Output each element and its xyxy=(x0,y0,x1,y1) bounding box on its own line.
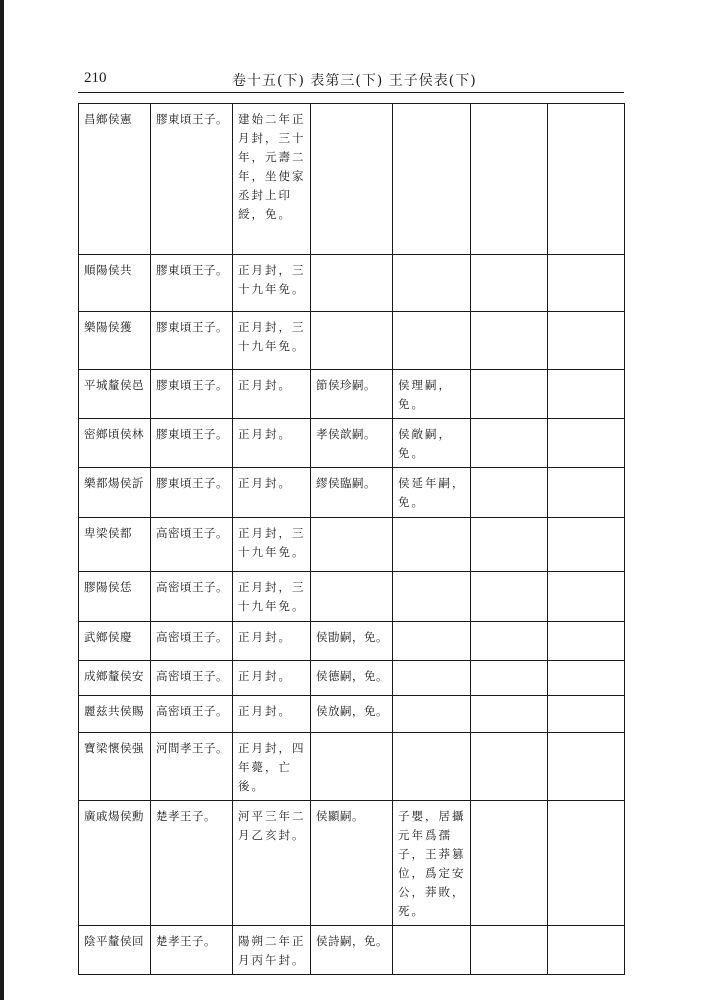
grandheir-cell xyxy=(393,622,471,661)
table-row xyxy=(79,696,625,733)
grandheir-cell xyxy=(393,104,471,255)
heir-text: 孝侯歆嗣。 xyxy=(316,427,376,441)
grandheir-cell xyxy=(393,468,471,518)
empty-cell xyxy=(471,733,548,801)
marquis-name: 樂陽侯獲 xyxy=(84,320,132,334)
grandheir-text: 侯理嗣，免。 xyxy=(398,378,452,411)
lineage-cell xyxy=(151,419,233,468)
heir-text: 侯勖嗣，免。 xyxy=(316,630,388,644)
enfeoffment-text: 正月封。 xyxy=(238,669,292,683)
heir-text: 繆侯臨嗣。 xyxy=(316,476,376,490)
enfeoffment-text: 正月封。 xyxy=(238,427,292,441)
marquis-name: 密鄉頃侯林 xyxy=(84,427,144,441)
heir-cell xyxy=(311,696,393,733)
heir-text: 節侯珍嗣。 xyxy=(316,378,376,392)
marquis-name-cell xyxy=(79,419,151,468)
lineage-text: 高密頃王子。 xyxy=(156,526,228,540)
marquis-table-body xyxy=(79,104,625,975)
heir-text: 侯放嗣，免。 xyxy=(316,704,388,718)
empty-cell xyxy=(471,801,548,926)
marquis-name-cell xyxy=(79,312,151,370)
marquis-name-cell xyxy=(79,733,151,801)
grandheir-cell xyxy=(393,696,471,733)
table-row xyxy=(79,926,625,975)
heir-text: 侯顯嗣。 xyxy=(316,809,364,823)
marquis-name: 卑梁侯都 xyxy=(84,526,132,540)
empty-cell xyxy=(548,468,625,518)
enfeoffment-text: 建始二年正月封，三十年，元壽二年，坐使家丞封上印綬，免。 xyxy=(238,112,306,221)
empty-cell xyxy=(471,696,548,733)
lineage-cell xyxy=(151,801,233,926)
marquis-name-cell xyxy=(79,255,151,312)
table-row xyxy=(79,622,625,661)
empty-cell xyxy=(471,926,548,975)
marquis-name-cell xyxy=(79,661,151,696)
grandheir-cell xyxy=(393,733,471,801)
marquis-name: 膠陽侯恁 xyxy=(84,580,132,594)
marquis-name: 成鄉釐侯安 xyxy=(84,669,144,683)
empty-cell xyxy=(548,572,625,622)
heir-cell xyxy=(311,255,393,312)
heir-text: 侯詩嗣，免。 xyxy=(316,934,388,948)
lineage-text: 膠東頃王子。 xyxy=(156,378,228,392)
heir-text: 侯德嗣，免。 xyxy=(316,669,388,683)
enfeoffment-cell xyxy=(233,926,311,975)
header-rule xyxy=(78,92,624,93)
empty-cell xyxy=(471,661,548,696)
marquis-name: 寶梁懷侯强 xyxy=(84,741,144,755)
lineage-text: 楚孝王子。 xyxy=(156,809,216,823)
enfeoffment-text: 正月封。 xyxy=(238,476,292,490)
marquis-name: 樂都煬侯訢 xyxy=(84,476,144,490)
empty-cell xyxy=(548,312,625,370)
enfeoffment-text: 正月封，三十九年免。 xyxy=(238,263,306,296)
enfeoffment-cell xyxy=(233,518,311,572)
grandheir-cell xyxy=(393,419,471,468)
empty-cell xyxy=(471,468,548,518)
marquis-name-cell xyxy=(79,104,151,255)
marquis-name-cell xyxy=(79,468,151,518)
heir-cell xyxy=(311,622,393,661)
marquis-name: 平城釐侯邑 xyxy=(84,378,144,392)
table-row xyxy=(79,733,625,801)
marquis-name-cell xyxy=(79,926,151,975)
empty-cell xyxy=(471,518,548,572)
grandheir-cell xyxy=(393,926,471,975)
marquis-name: 順陽侯共 xyxy=(84,263,132,277)
heir-cell xyxy=(311,801,393,926)
enfeoffment-text: 河平三年二月乙亥封。 xyxy=(238,809,306,842)
table-row xyxy=(79,255,625,312)
marquis-name-cell xyxy=(79,518,151,572)
grandheir-text: 侯敞嗣，免。 xyxy=(398,427,452,460)
grandheir-cell xyxy=(393,661,471,696)
lineage-cell xyxy=(151,622,233,661)
enfeoffment-cell xyxy=(233,696,311,733)
enfeoffment-cell xyxy=(233,419,311,468)
grandheir-cell xyxy=(393,518,471,572)
lineage-cell xyxy=(151,104,233,255)
lineage-text: 膠東頃王子。 xyxy=(156,476,228,490)
empty-cell xyxy=(548,696,625,733)
table-row xyxy=(79,572,625,622)
lineage-text: 高密頃王子。 xyxy=(156,630,228,644)
lineage-cell xyxy=(151,255,233,312)
enfeoffment-cell xyxy=(233,255,311,312)
grandheir-text: 侯延年嗣，免。 xyxy=(398,476,466,509)
empty-cell xyxy=(548,104,625,255)
enfeoffment-cell xyxy=(233,370,311,419)
marquis-name-cell xyxy=(79,696,151,733)
lineage-cell xyxy=(151,926,233,975)
enfeoffment-text: 正月封，三十九年免。 xyxy=(238,526,306,559)
heir-cell xyxy=(311,733,393,801)
empty-cell xyxy=(548,801,625,926)
grandheir-cell xyxy=(393,312,471,370)
empty-cell xyxy=(548,255,625,312)
lineage-cell xyxy=(151,312,233,370)
lineage-text: 高密頃王子。 xyxy=(156,580,228,594)
empty-cell xyxy=(471,255,548,312)
heir-cell xyxy=(311,312,393,370)
enfeoffment-text: 正月封，三十九年免。 xyxy=(238,580,306,613)
heir-cell xyxy=(311,661,393,696)
empty-cell xyxy=(471,419,548,468)
empty-cell xyxy=(471,312,548,370)
marquis-name: 陰平釐侯回 xyxy=(84,934,144,948)
table-row xyxy=(79,801,625,926)
table-row xyxy=(79,518,625,572)
enfeoffment-text: 正月封。 xyxy=(238,378,292,392)
heir-cell xyxy=(311,518,393,572)
lineage-text: 膠東頃王子。 xyxy=(156,263,228,277)
empty-cell xyxy=(548,926,625,975)
marquis-name-cell xyxy=(79,622,151,661)
lineage-text: 高密頃王子。 xyxy=(156,669,228,683)
lineage-cell xyxy=(151,370,233,419)
heir-cell xyxy=(311,370,393,419)
empty-cell xyxy=(548,518,625,572)
lineage-text: 膠東頃王子。 xyxy=(156,427,228,441)
enfeoffment-cell xyxy=(233,622,311,661)
enfeoffment-cell xyxy=(233,801,311,926)
enfeoffment-cell xyxy=(233,104,311,255)
marquis-name-cell xyxy=(79,572,151,622)
marquis-name: 麗兹共侯賜 xyxy=(84,704,144,718)
marquis-table xyxy=(78,103,625,975)
empty-cell xyxy=(548,661,625,696)
table-row xyxy=(79,468,625,518)
grandheir-cell xyxy=(393,801,471,926)
empty-cell xyxy=(548,370,625,419)
enfeoffment-cell xyxy=(233,312,311,370)
heir-cell xyxy=(311,926,393,975)
heir-cell xyxy=(311,419,393,468)
enfeoffment-cell xyxy=(233,661,311,696)
table-row xyxy=(79,104,625,255)
lineage-text: 高密頃王子。 xyxy=(156,704,228,718)
marquis-name: 昌鄉侯憲 xyxy=(84,112,132,126)
lineage-cell xyxy=(151,696,233,733)
marquis-name: 廣戚煬侯勳 xyxy=(84,809,144,823)
lineage-cell xyxy=(151,468,233,518)
grandheir-cell xyxy=(393,572,471,622)
empty-cell xyxy=(471,572,548,622)
marquis-name-cell xyxy=(79,801,151,926)
table-row xyxy=(79,419,625,468)
marquis-name-cell xyxy=(79,370,151,419)
grandheir-cell xyxy=(393,255,471,312)
empty-cell xyxy=(548,419,625,468)
enfeoffment-text: 正月封。 xyxy=(238,630,292,644)
running-header: 卷十五(下) 表第三(下) 王子侯表(下) xyxy=(232,73,477,89)
marquis-name: 武鄉侯慶 xyxy=(84,630,132,644)
table-row xyxy=(79,661,625,696)
enfeoffment-text: 正月封。 xyxy=(238,704,292,718)
lineage-cell xyxy=(151,661,233,696)
lineage-cell xyxy=(151,733,233,801)
empty-cell xyxy=(471,370,548,419)
page-number: 210 xyxy=(84,70,107,86)
empty-cell xyxy=(471,622,548,661)
enfeoffment-text: 正月封，三十九年免。 xyxy=(238,320,306,353)
scan-binding-edge xyxy=(0,0,4,1000)
empty-cell xyxy=(548,733,625,801)
lineage-cell xyxy=(151,518,233,572)
table-row xyxy=(79,370,625,419)
lineage-text: 河間孝王子。 xyxy=(156,741,228,755)
enfeoffment-cell xyxy=(233,572,311,622)
enfeoffment-cell xyxy=(233,733,311,801)
empty-cell xyxy=(548,622,625,661)
empty-cell xyxy=(471,104,548,255)
heir-cell xyxy=(311,572,393,622)
table-row xyxy=(79,312,625,370)
heir-cell xyxy=(311,468,393,518)
lineage-text: 楚孝王子。 xyxy=(156,934,216,948)
grandheir-cell xyxy=(393,370,471,419)
lineage-text: 膠東頃王子。 xyxy=(156,320,228,334)
enfeoffment-text: 正月封，四年薨，亡後。 xyxy=(238,741,306,793)
heir-cell xyxy=(311,104,393,255)
enfeoffment-cell xyxy=(233,468,311,518)
lineage-cell xyxy=(151,572,233,622)
lineage-text: 膠東頃王子。 xyxy=(156,112,228,126)
enfeoffment-text: 陽朔二年正月丙午封。 xyxy=(238,934,306,967)
grandheir-text: 子嬰，居攝元年爲孺子，王莽篡位，爲定安公，莽敗，死。 xyxy=(398,809,466,918)
